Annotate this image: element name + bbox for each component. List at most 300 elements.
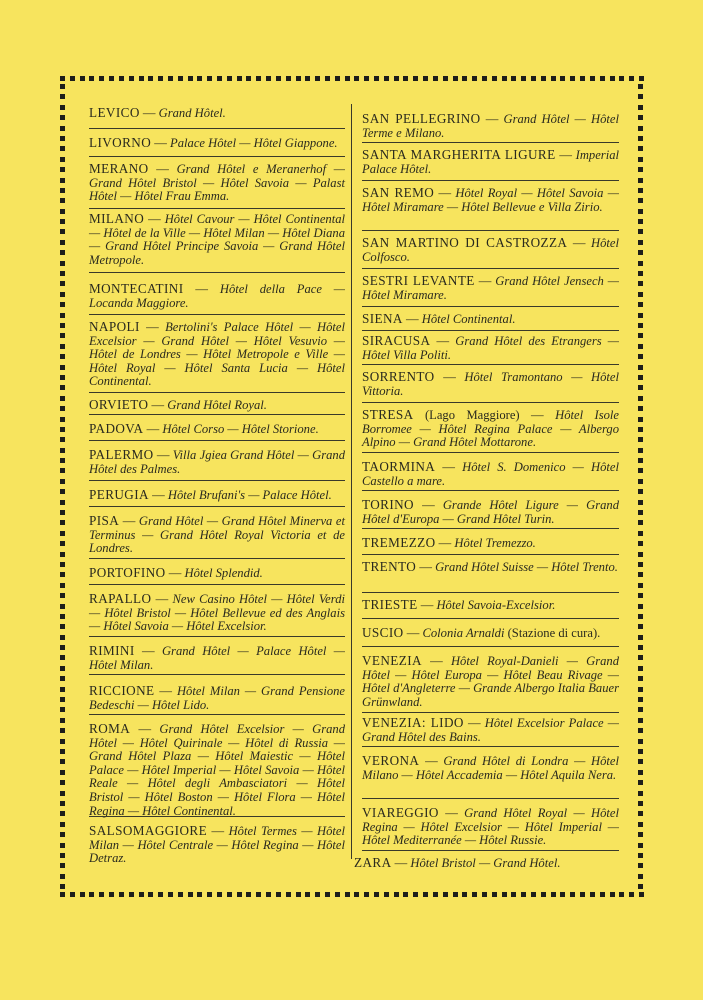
border-dot: [60, 178, 65, 183]
border-dot: [60, 811, 65, 816]
border-dot: [60, 365, 65, 370]
border-dot: [60, 437, 65, 442]
border-dot: [638, 333, 643, 338]
divider: [89, 714, 345, 715]
list-item: LIVORNO — Palace Hôtel — Hôtel Giappone.: [89, 135, 338, 150]
list-item: RICCIONE — Hôtel Milan — Grand Pensione Bedeschi — Hôtel Lido.: [89, 683, 346, 712]
border-dot: [638, 406, 643, 411]
border-dot: [237, 76, 242, 81]
border-dot: [60, 198, 65, 203]
border-dot: [60, 749, 65, 754]
border-dot: [619, 892, 624, 897]
border-dot: [638, 635, 643, 640]
border-dot: [227, 76, 232, 81]
city-name: VENEZIA: LIDO: [362, 715, 464, 730]
border-dot: [462, 76, 467, 81]
border-dot: [60, 219, 65, 224]
border-dot: [394, 892, 399, 897]
hotel-list: Grand Hôtel Jensech — Hôtel Miramare.: [362, 274, 619, 302]
border-dot: [492, 892, 497, 897]
list-item: TREMEZZO — Hôtel Tremezzo.: [362, 535, 536, 550]
border-dot: [60, 354, 65, 359]
divider: [362, 490, 619, 491]
divider: [362, 230, 619, 231]
border-dot: [638, 707, 643, 712]
column-divider: [351, 104, 352, 859]
border-dot: [570, 892, 575, 897]
border-right: [638, 84, 643, 890]
divider: [89, 636, 345, 637]
border-dot: [638, 292, 643, 297]
border-dot: [178, 76, 183, 81]
hotel-list: Grand Hôtel — Hôtel Terme e Milano.: [362, 112, 620, 140]
border-dot: [60, 801, 65, 806]
border-left: [60, 84, 65, 890]
border-dot: [638, 94, 643, 99]
border-dot: [237, 892, 242, 897]
border-dot: [60, 375, 65, 380]
city-name: ROMA: [89, 721, 131, 736]
list-item: SIRACUSA — Grand Hôtel des Etrangers — Hôtel Villa Politi.: [362, 333, 619, 362]
border-dot: [551, 892, 556, 897]
border-dot: [638, 479, 643, 484]
border-dot: [521, 76, 526, 81]
border-dot: [433, 892, 438, 897]
border-dot: [60, 94, 65, 99]
border-dot: [60, 780, 65, 785]
border-dot: [511, 892, 516, 897]
border-dot: [638, 583, 643, 588]
city-name: TORINO: [362, 497, 414, 512]
hotel-list: Hôtel Bristol — Grand Hôtel.: [410, 856, 561, 870]
city-name: SAN PELLEGRINO: [362, 111, 481, 126]
border-dot: [638, 687, 643, 692]
border-dot: [60, 271, 65, 276]
hotel-list: Grand Hôtel.: [158, 106, 226, 120]
city-name: SAN REMO: [362, 185, 435, 200]
city-name: SANTA MARGHERITA LIGURE: [362, 147, 556, 162]
border-dot: [60, 635, 65, 640]
hotel-list: Colonia Arnaldi: [422, 626, 505, 640]
city-name: MONTECATINI: [89, 281, 184, 296]
border-dot: [109, 892, 114, 897]
border-dot: [638, 437, 643, 442]
border-dot: [443, 76, 448, 81]
border-dot: [482, 892, 487, 897]
border-dot: [638, 365, 643, 370]
border-dot: [139, 76, 144, 81]
city-name: TREMEZZO: [362, 535, 436, 550]
border-dot: [638, 229, 643, 234]
border-bottom: [60, 892, 644, 897]
hotel-list: Palace Hôtel — Hôtel Giappone.: [170, 136, 338, 150]
list-item: PISA — Grand Hôtel — Grand Hôtel Minerva et Terminus — Grand Hôtel Royal Victoria et de Londres.: [89, 513, 346, 556]
border-dot: [286, 76, 291, 81]
list-item: TRENTO — Grand Hôtel Suisse — Hôtel Trento.: [362, 559, 618, 574]
list-item: PORTOFINO — Hôtel Splendid.: [89, 565, 263, 580]
border-dot: [638, 344, 643, 349]
border-dot: [60, 84, 65, 89]
border-dot: [60, 126, 65, 131]
border-dot: [207, 892, 212, 897]
border-dot: [60, 863, 65, 868]
border-dot: [256, 76, 261, 81]
border-dot: [511, 76, 516, 81]
border-dot: [462, 892, 467, 897]
border-dot: [129, 892, 134, 897]
border-dot: [638, 655, 643, 660]
border-dot: [60, 427, 65, 432]
border-dot: [638, 396, 643, 401]
border-dot: [638, 863, 643, 868]
hotel-list: Hôtel Excelsior Palace — Grand Hôtel des Bains.: [362, 716, 619, 744]
border-dot: [443, 892, 448, 897]
border-dot: [60, 531, 65, 536]
border-dot: [60, 396, 65, 401]
border-dot: [413, 76, 418, 81]
border-dot: [60, 853, 65, 858]
border-dot: [638, 178, 643, 183]
border-dot: [178, 892, 183, 897]
border-dot: [60, 676, 65, 681]
border-dot: [227, 892, 232, 897]
border-dot: [638, 136, 643, 141]
border-dot: [638, 791, 643, 796]
list-item: VIAREGGIO — Grand Hôtel Royal — Hôtel Regina — Hôtel Excelsior — Hôtel Imperial — Hôtel Mediterranée — Hôtel Russie.: [362, 805, 620, 848]
divider: [362, 746, 619, 747]
hotel-list: Grand Hôtel Suisse — Hôtel Trento.: [435, 560, 618, 574]
list-item: PERUGIA — Hôtel Brufani's — Palace Hôtel.: [89, 487, 332, 502]
divider: [89, 392, 345, 393]
border-dot: [60, 572, 65, 577]
border-dot: [188, 76, 193, 81]
border-dot: [521, 892, 526, 897]
border-dot: [638, 770, 643, 775]
hotel-list: Grand Hôtel Royal — Hôtel Regina — Hôtel Excelsior — Hôtel Imperial — Hôtel Mediterranée — Hôtel Russie.: [362, 806, 620, 848]
border-dot: [60, 728, 65, 733]
border-dot: [60, 645, 65, 650]
border-dot: [629, 892, 634, 897]
border-dot: [638, 718, 643, 723]
border-dot: [60, 261, 65, 266]
border-dot: [638, 323, 643, 328]
border-dot: [638, 385, 643, 390]
border-dot: [60, 552, 65, 557]
border-dot: [638, 728, 643, 733]
border-dot: [246, 76, 251, 81]
border-dot: [364, 76, 369, 81]
city-name: SAN MARTINO DI CASTROZZA: [362, 235, 568, 250]
list-item: SESTRI LEVANTE — Grand Hôtel Jensech — Hôtel Miramare.: [362, 273, 619, 302]
border-dot: [453, 76, 458, 81]
border-dot: [638, 780, 643, 785]
border-dot: [305, 892, 310, 897]
list-item: SIENA — Hôtel Continental.: [362, 311, 516, 326]
list-item: SANTA MARGHERITA LIGURE — Imperial Palace Hôtel.: [362, 147, 619, 176]
border-dot: [119, 892, 124, 897]
divider: [362, 364, 619, 365]
divider: [362, 712, 619, 713]
border-dot: [315, 892, 320, 897]
border-dot: [638, 572, 643, 577]
border-dot: [384, 892, 389, 897]
border-dot: [638, 593, 643, 598]
divider: [89, 558, 345, 559]
city-name: SALSOMAGGIORE: [89, 823, 208, 838]
list-item: TRIESTE — Hôtel Savoia-Excelsior.: [362, 597, 556, 612]
hotel-list: Grande Hôtel Ligure — Grand Hôtel d'Europa — Grand Hôtel Turin.: [362, 498, 619, 526]
border-dot: [413, 892, 418, 897]
border-top: [60, 76, 644, 81]
list-item: MERANO — Grand Hôtel e Meranerhof — Grand Hôtel Bristol — Hôtel Savoia — Palast Hôtel — Hôtel Frau Emma.: [89, 161, 345, 204]
border-dot: [638, 261, 643, 266]
list-item: RAPALLO — New Casino Hôtel — Hôtel Verdi — Hôtel Bristol — Hôtel Bellevue ed des Anglais — Hôtel Savoia — Hôtel Excelsior.: [89, 591, 345, 634]
border-dot: [354, 76, 359, 81]
border-dot: [638, 126, 643, 131]
border-dot: [60, 115, 65, 120]
border-dot: [60, 718, 65, 723]
border-dot: [60, 406, 65, 411]
city-name: PISA: [89, 513, 120, 528]
border-dot: [296, 892, 301, 897]
border-dot: [638, 489, 643, 494]
border-dot: [158, 76, 163, 81]
border-dot: [276, 892, 281, 897]
border-dot: [60, 697, 65, 702]
border-dot: [305, 76, 310, 81]
border-dot: [638, 448, 643, 453]
border-dot: [629, 76, 634, 81]
list-item: STRESA (Lago Maggiore) — Hôtel Isole Borromee — Hôtel Regina Palace — Albergo Alpino — Grand Hôtel Mottarone.: [362, 407, 619, 450]
divider: [89, 414, 345, 415]
border-dot: [60, 479, 65, 484]
divider: [362, 452, 619, 453]
border-dot: [570, 76, 575, 81]
list-item: SAN MARTINO DI CASTROZZA — Hôtel Colfosco.: [362, 235, 620, 264]
border-dot: [638, 843, 643, 848]
city-name: NAPOLI: [89, 319, 140, 334]
list-item: SORRENTO — Hôtel Tramontano — Hôtel Vittoria.: [362, 369, 619, 398]
border-dot: [580, 76, 585, 81]
border-dot: [315, 76, 320, 81]
border-dot: [168, 892, 173, 897]
hotel-list: Hôtel Royal-Danieli — Grand Hôtel — Hôtel Europa — Hôtel Beau Rivage — Hôtel d'Angleterre — Grande Albergo Italia Bauer Grünwland.: [362, 654, 619, 709]
city-name: STRESA: [362, 407, 414, 422]
border-dot: [217, 76, 222, 81]
hotel-list: Grand Hôtel — Palace Hôtel — Hôtel Milan.: [89, 644, 345, 672]
hotel-list: Imperial Palace Hôtel.: [362, 148, 619, 176]
border-dot: [638, 250, 643, 255]
city-name: PORTOFINO: [89, 565, 166, 580]
hotel-list: Grand Hôtel — Grand Hôtel Minerva et Terminus — Grand Hôtel Royal Victoria et de Londres.: [89, 514, 346, 556]
list-item: ROMA — Grand Hôtel Excelsior — Grand Hôtel — Hôtel Quirinale — Hôtel di Russia — Grand Hôtel Plaza — Hôtel Maiestic — Hôtel Palace — Hôtel Imperial — Hôtel Savoia — Hôtel Reale — Hôtel degli Ambasciatori — Hôtel Bristol — Hôtel Boston — Hôtel Flora — Hôtel Regina — Hôtel Continental.: [89, 721, 345, 818]
border-dot: [638, 167, 643, 172]
border-dot: [296, 76, 301, 81]
border-dot: [217, 892, 222, 897]
list-item: SALSOMAGGIORE — Hôtel Termes — Hôtel Milan — Hôtel Centrale — Hôtel Regina — Hôtel Detraz.: [89, 823, 346, 866]
border-dot: [638, 427, 643, 432]
border-dot: [638, 739, 643, 744]
border-dot: [168, 76, 173, 81]
border-dot: [80, 76, 85, 81]
border-dot: [423, 76, 428, 81]
border-dot: [60, 624, 65, 629]
border-dot: [638, 240, 643, 245]
border-dot: [374, 892, 379, 897]
divider: [362, 798, 619, 799]
border-dot: [60, 510, 65, 515]
border-dot: [638, 562, 643, 567]
divider: [362, 850, 619, 851]
border-dot: [60, 105, 65, 110]
border-dot: [60, 892, 65, 897]
hotel-list: Hôtel Termes — Hôtel Milan — Hôtel Centrale — Hôtel Regina — Hôtel Detraz.: [89, 824, 346, 866]
border-dot: [638, 271, 643, 276]
city-name: PALERMO: [89, 447, 154, 462]
divider: [362, 180, 619, 181]
border-dot: [60, 687, 65, 692]
hotel-list: Hôtel Royal — Hôtel Savoia — Hôtel Miramare — Hôtel Bellevue e Villa Zirio.: [362, 186, 619, 214]
divider: [89, 480, 345, 481]
border-dot: [433, 76, 438, 81]
border-dot: [70, 892, 75, 897]
border-dot: [638, 375, 643, 380]
border-dot: [638, 468, 643, 473]
border-dot: [60, 593, 65, 598]
border-dot: [638, 198, 643, 203]
border-dot: [60, 468, 65, 473]
border-dot: [60, 614, 65, 619]
border-dot: [60, 250, 65, 255]
list-item: ZARA — Hôtel Bristol — Grand Hôtel.: [354, 855, 561, 870]
border-dot: [60, 843, 65, 848]
city-name: PERUGIA: [89, 487, 149, 502]
city-name: TAORMINA: [362, 459, 436, 474]
border-dot: [60, 884, 65, 889]
border-dot: [619, 76, 624, 81]
border-dot: [60, 313, 65, 318]
border-dot: [638, 666, 643, 671]
border-dot: [638, 853, 643, 858]
city-name: TRIESTE: [362, 597, 418, 612]
border-dot: [560, 76, 565, 81]
border-dot: [60, 146, 65, 151]
list-item: TAORMINA — Hôtel S. Domenico — Hôtel Castello a mare.: [362, 459, 619, 488]
city-name: SORRENTO: [362, 369, 435, 384]
divider: [89, 674, 345, 675]
border-dot: [638, 604, 643, 609]
divider: [362, 646, 619, 647]
border-dot: [638, 417, 643, 422]
divider: [362, 592, 619, 593]
border-dot: [638, 354, 643, 359]
border-dot: [638, 552, 643, 557]
border-dot: [139, 892, 144, 897]
border-dot: [60, 666, 65, 671]
border-dot: [60, 500, 65, 505]
border-dot: [60, 76, 65, 81]
hotel-list: Hôtel S. Domenico — Hôtel Castello a mare.: [362, 460, 619, 488]
border-dot: [638, 884, 643, 889]
border-dot: [60, 604, 65, 609]
border-dot: [158, 892, 163, 897]
border-dot: [638, 697, 643, 702]
border-dot: [60, 229, 65, 234]
divider: [362, 618, 619, 619]
border-dot: [638, 510, 643, 515]
border-dot: [354, 892, 359, 897]
border-dot: [325, 892, 330, 897]
city-name: ORVIETO: [89, 397, 149, 412]
border-dot: [60, 209, 65, 214]
border-dot: [99, 892, 104, 897]
divider: [362, 528, 619, 529]
border-dot: [551, 76, 556, 81]
list-item: MONTECATINI — Hôtel della Pace — Locanda Maggiore.: [89, 281, 345, 310]
city-name: RICCIONE: [89, 683, 155, 698]
divider: [362, 554, 619, 555]
divider: [362, 330, 619, 331]
city-name: USCIO: [362, 625, 404, 640]
border-dot: [600, 892, 605, 897]
city-name: LEVICO: [89, 105, 140, 120]
divider: [89, 816, 345, 817]
border-dot: [531, 892, 536, 897]
border-dot: [638, 645, 643, 650]
border-dot: [60, 874, 65, 879]
divider: [89, 506, 345, 507]
border-dot: [638, 676, 643, 681]
hotel-list: Hôtel Colfosco.: [362, 236, 620, 264]
city-name: VERONA: [362, 753, 420, 768]
border-dot: [472, 76, 477, 81]
border-dot: [276, 76, 281, 81]
border-dot: [639, 76, 644, 81]
border-dot: [188, 892, 193, 897]
border-dot: [541, 76, 546, 81]
border-dot: [60, 323, 65, 328]
border-dot: [580, 892, 585, 897]
city-name: RIMINI: [89, 643, 135, 658]
border-dot: [60, 655, 65, 660]
hotel-list: Hôtel Continental.: [421, 312, 516, 326]
list-item: SAN PELLEGRINO — Grand Hôtel — Hôtel Terme e Milano.: [362, 111, 620, 140]
border-dot: [266, 76, 271, 81]
city-name: VIAREGGIO: [362, 805, 439, 820]
border-dot: [638, 209, 643, 214]
city-name: ZARA: [354, 855, 392, 870]
border-dot: [60, 739, 65, 744]
border-dot: [541, 892, 546, 897]
hotel-list: Hôtel Savoia-Excelsior.: [436, 598, 556, 612]
border-dot: [610, 76, 615, 81]
border-dot: [60, 458, 65, 463]
hotel-list: Grand Hôtel e Meranerhof — Grand Hôtel Bristol — Hôtel Savoia — Palast Hôtel — Hôtel Frau Emma.: [89, 162, 345, 204]
border-dot: [502, 892, 507, 897]
border-dot: [374, 76, 379, 81]
border-dot: [60, 281, 65, 286]
border-dot: [638, 520, 643, 525]
border-dot: [403, 892, 408, 897]
city-name: PADOVA: [89, 421, 144, 436]
list-item: VENEZIA — Hôtel Royal-Danieli — Grand Hôtel — Hôtel Europa — Hôtel Beau Rivage — Hôtel d'Angleterre — Grande Albergo Italia Bauer Grünwland.: [362, 653, 619, 709]
border-dot: [638, 874, 643, 879]
border-dot: [60, 240, 65, 245]
border-dot: [590, 76, 595, 81]
border-dot: [638, 624, 643, 629]
city-name: SIRACUSA: [362, 333, 431, 348]
border-dot: [638, 458, 643, 463]
